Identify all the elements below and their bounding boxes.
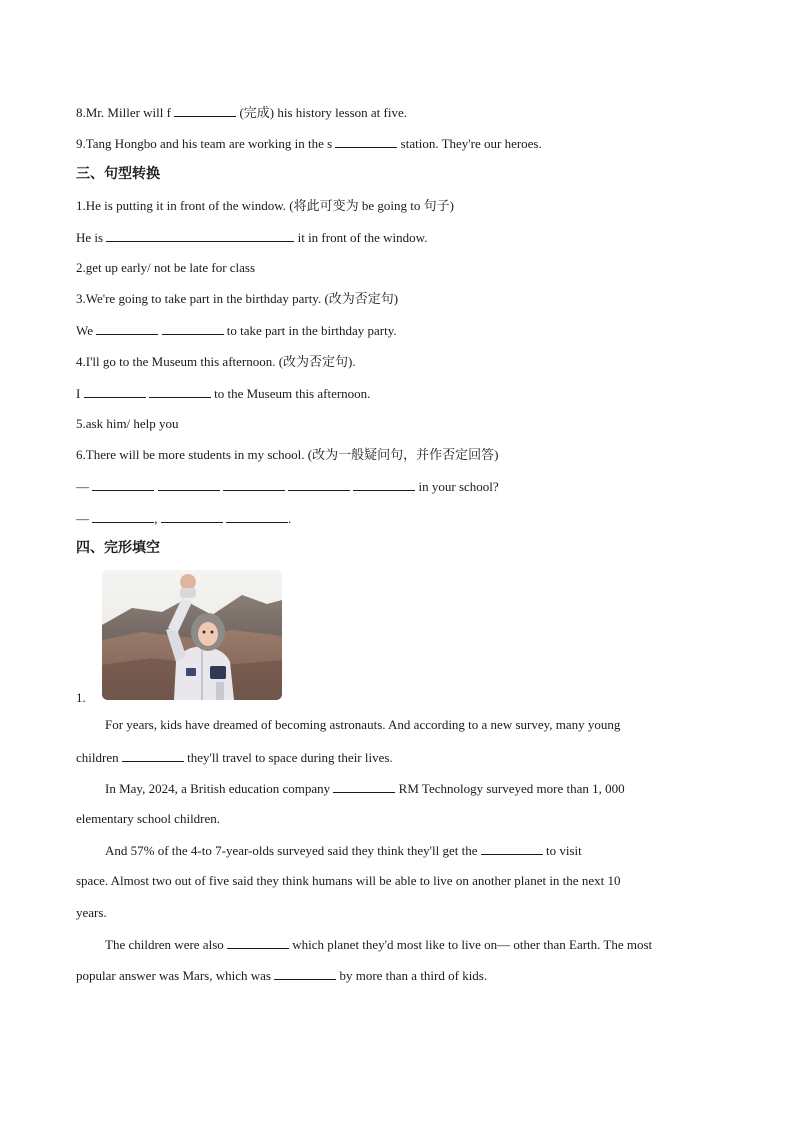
cloze-paragraph-2-line-1 xyxy=(105,780,625,797)
answer-text-a: He is xyxy=(76,230,107,245)
question-9-text-a: 9.Tang Hongbo and his team are working in the s xyxy=(76,136,333,151)
question-8 xyxy=(76,104,407,121)
answer-text-b: to take part in the birthday party. xyxy=(226,323,397,338)
section-3-heading: 三、句型转换 xyxy=(76,166,160,182)
answer-blank[interactable] xyxy=(158,478,220,491)
transform-1-answer xyxy=(76,229,427,246)
text-b: they'll travel to space during their lives. xyxy=(187,750,393,765)
cloze-paragraph-1-line-2 xyxy=(76,749,393,766)
text-b: which planet they'd most like to live on— other than Earth. The most xyxy=(292,937,653,952)
text-a: children xyxy=(76,750,122,765)
astronaut-child-photo xyxy=(102,570,282,700)
section-4-heading: 四、完形填空 xyxy=(76,540,160,556)
text-b: RM Technology surveyed more than 1, 000 xyxy=(398,781,625,796)
dash: — xyxy=(76,479,93,494)
transform-5-question: 5.ask him/ help you xyxy=(76,416,179,431)
text-a: The children were also xyxy=(105,937,228,952)
transform-6-question: 6.There will be more students in my school. (改为一般疑问句，并作否定回答) xyxy=(76,447,499,462)
transform-6-answer-1 xyxy=(76,478,499,495)
answer-blank[interactable] xyxy=(335,135,397,148)
answer-blank[interactable] xyxy=(333,780,395,793)
answer-blank[interactable] xyxy=(84,385,146,398)
answer-text-b: it in front of the window. xyxy=(297,230,428,245)
answer-blank[interactable] xyxy=(227,936,289,949)
text-b: by more than a third of kids. xyxy=(339,968,488,983)
answer-blank[interactable] xyxy=(226,510,288,523)
transform-3-answer xyxy=(76,322,397,339)
answer-blank[interactable] xyxy=(481,842,543,855)
text-b: to visit xyxy=(546,843,582,858)
dash: — xyxy=(76,511,93,526)
cloze-paragraph-3-line-3: years. xyxy=(76,905,107,920)
answer-blank[interactable] xyxy=(122,749,184,762)
cloze-paragraph-1-line-1: For years, kids have dreamed of becoming astronauts. And according to a new survey, many young xyxy=(105,717,621,732)
cloze-paragraph-4-line-1 xyxy=(105,936,652,953)
question-8-text-b: (完成) his history lesson at five. xyxy=(239,105,408,120)
comma: , xyxy=(154,511,161,526)
cloze-paragraph-3-line-1 xyxy=(105,842,582,859)
answer-blank[interactable] xyxy=(223,478,285,491)
answer-blank[interactable] xyxy=(92,510,154,523)
question-9 xyxy=(76,135,542,152)
answer-blank[interactable] xyxy=(161,510,223,523)
transform-4-question: 4.I'll go to the Museum this afternoon. (改为否定句). xyxy=(76,354,356,369)
transform-1-question: 1.He is putting it in front of the window. (将此可变为 be going to 句子) xyxy=(76,198,454,213)
cloze-paragraph-2-line-2: elementary school children. xyxy=(76,811,221,826)
transform-4-answer xyxy=(76,385,370,402)
answer-text-a: We xyxy=(76,323,97,338)
answer-blank[interactable] xyxy=(92,478,154,491)
cloze-paragraph-3-line-2: space. Almost two out of five said they think humans will be able to live on another planet in the next 10 xyxy=(76,873,621,888)
answer-text-b: to the Museum this afternoon. xyxy=(214,386,371,401)
answer-blank[interactable] xyxy=(274,967,336,980)
transform-2-question: 2.get up early/ not be late for class xyxy=(76,260,256,275)
answer-blank[interactable] xyxy=(162,322,224,335)
question-8-text-a: 8.Mr. Miller will f xyxy=(76,105,171,120)
answer-blank[interactable] xyxy=(288,478,350,491)
period: . xyxy=(288,511,292,526)
text-a: And 57% of the 4-to 7-year-olds surveyed said they think they'll get the xyxy=(105,843,481,858)
text-a: popular answer was Mars, which was xyxy=(76,968,275,983)
answer-blank[interactable] xyxy=(106,229,294,242)
answer-blank[interactable] xyxy=(174,104,236,117)
answer-text-a: I xyxy=(76,386,84,401)
transform-6-answer-2 xyxy=(76,510,291,527)
text-a: In May, 2024, a British education company xyxy=(105,781,334,796)
answer-blank[interactable] xyxy=(149,385,211,398)
transform-3-question: 3.We're going to take part in the birthday party. (改为否定句) xyxy=(76,291,399,306)
cloze-paragraph-4-line-2 xyxy=(76,967,487,984)
answer-blank[interactable] xyxy=(96,322,158,335)
cloze-item-number: 1. xyxy=(76,690,86,705)
answer-blank[interactable] xyxy=(353,478,415,491)
question-9-text-b: station. They're our heroes. xyxy=(400,136,542,151)
answer-text-b: in your school? xyxy=(418,479,499,494)
